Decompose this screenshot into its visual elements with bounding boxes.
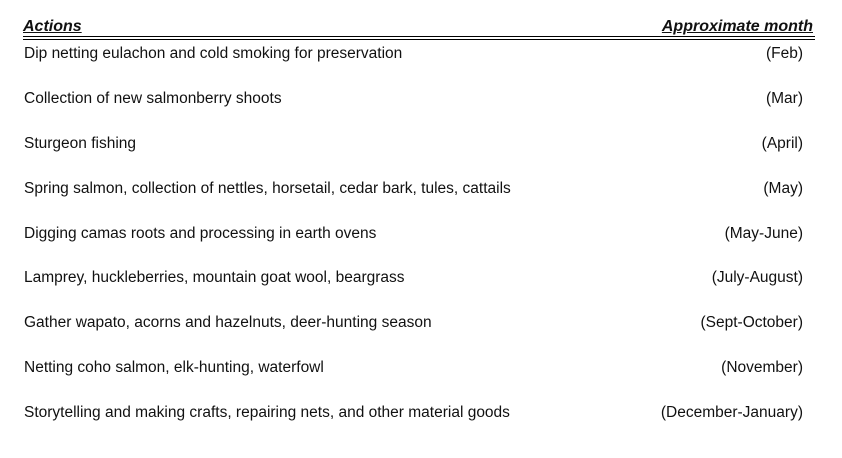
- month-cell: (November): [721, 359, 803, 377]
- month-cell: (May): [763, 179, 803, 197]
- action-cell: Lamprey, huckleberries, mountain goat wool, beargrass: [24, 269, 405, 287]
- month-cell: (July-August): [711, 269, 803, 287]
- header-actions: Actions: [23, 18, 82, 35]
- table-row: [23, 224, 815, 269]
- action-cell: Netting coho salmon, elk-hunting, waterfowl: [24, 359, 324, 377]
- table-row: [23, 268, 815, 313]
- month-cell: (Sept-October): [700, 314, 803, 332]
- action-cell: Digging camas roots and processing in earth ovens: [24, 224, 377, 242]
- month-cell: (Feb): [765, 45, 803, 62]
- month-cell: (May-June): [724, 224, 803, 242]
- table-row: [23, 358, 815, 403]
- table-header: [23, 16, 815, 38]
- action-cell: Sturgeon fishing: [24, 134, 137, 152]
- action-cell: Spring salmon, collection of nettles, horsetail, cedar bark, tules, cattails: [24, 179, 511, 197]
- header-rule-top: [23, 36, 815, 37]
- table-row: [23, 313, 815, 358]
- action-cell: Dip netting eulachon and cold smoking for preservation: [24, 45, 403, 62]
- table-row: [23, 89, 815, 134]
- seasonal-actions-table: [23, 16, 815, 422]
- table-row: [23, 403, 815, 448]
- action-cell: Gather wapato, acorns and hazelnuts, deer-hunting season: [24, 314, 432, 332]
- month-cell: (December-January): [660, 404, 803, 422]
- month-cell: (Mar): [765, 89, 803, 107]
- table-row: [23, 134, 815, 179]
- table-row: [23, 44, 815, 89]
- table-row: [23, 179, 815, 224]
- action-cell: Storytelling and making crafts, repairing nets, and other material goods: [24, 404, 510, 422]
- month-cell: (April): [761, 134, 803, 152]
- action-cell: Collection of new salmonberry shoots: [24, 89, 282, 107]
- header-approximate-month: Approximate month: [661, 18, 813, 35]
- table-body: [23, 44, 815, 448]
- header-rule-bottom: [23, 39, 815, 40]
